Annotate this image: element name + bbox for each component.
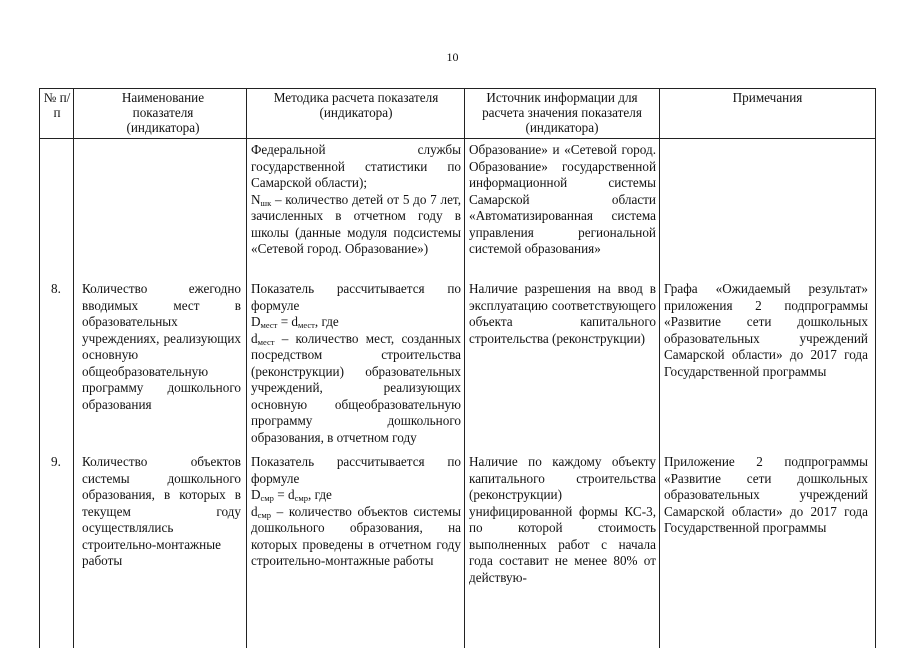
row-8-indicator-name: Количество ежегодно вводимых мест в образовательных учреждениях, реализующих основную общеобразовательную программу дошкольного образования [82, 281, 241, 412]
formula-lhs-subscript: мест [260, 320, 278, 330]
page-number: 10 [446, 50, 459, 64]
indicators-table [39, 88, 876, 648]
row-8-number: 8. [51, 281, 61, 296]
row-8-formula [251, 314, 461, 331]
header-bottom-rule [40, 138, 875, 139]
formula-equals: = d [277, 314, 299, 329]
header-source: Источник информации для расчета значения показателя (индикатора) [482, 90, 642, 135]
def-subscript: мест [257, 336, 275, 347]
def-text: – количество объектов системы дошкольного образования, на которых проведены в отчетном году строительно-монтажные работы [251, 503, 461, 568]
header-method: Методика расчета показателя (индикатора) [273, 90, 439, 120]
formula-tail: , где [314, 314, 339, 329]
n-symbol: N [251, 191, 261, 207]
header-notes: Примечания [732, 90, 803, 105]
row-9-notes: Приложение 2 подпрограммы «Развитие сети дошкольных образовательных учреждений Самарской области» до 2017 года Государственной программы [664, 454, 868, 535]
def-text: – количество мест, созданных посредством строительства (реконструкции) образовательных учреждений, реализующих основную общеобразовательную программу дошкольного образования, в отчетном году [251, 330, 461, 445]
row-9-formula [251, 487, 461, 504]
column-rule [464, 88, 465, 648]
formula-rhs-subscript: смр [294, 493, 308, 503]
row-8-method-intro: Показатель рассчитывается по формуле [251, 281, 461, 313]
def-subscript: смр [257, 509, 271, 520]
continuation-method-text: Федеральной службы государственной статистики по Самарской области); [251, 142, 461, 190]
row-8-method [251, 281, 461, 446]
n-subscript: шк [260, 197, 272, 208]
def-symbol: d [251, 330, 258, 346]
formula-rhs-subscript: мест [298, 320, 315, 330]
column-rule [73, 88, 74, 648]
row-8-definition [251, 331, 461, 447]
formula-lhs-subscript: смр [260, 493, 274, 503]
column-rule [246, 88, 247, 648]
formula-tail: , где [307, 487, 332, 502]
row-9-number: 9. [51, 454, 61, 469]
continuation-source: Образование» и «Сетевой город. Образование» государственной информационной системы Самарской области «Автоматизированная система управления региональной системой образования» [469, 142, 656, 256]
continuation-method [251, 142, 461, 258]
row-9-source: Наличие по каждому объекту капитального строительства (реконструкции) унифицированной формы КС-3, по которой стоимость выполненных работ с начала года составит не менее 80% от действую- [469, 454, 656, 585]
formula-lhs: D [251, 487, 261, 502]
row-8-notes: Графа «Ожидаемый результат» приложения 2 подпрограммы «Развитие сети дошкольных образовательных учреждений Самарской области» до 2017 года Государственной программы [664, 281, 868, 379]
header-number: № п/п [43, 90, 71, 120]
row-9-method-intro: Показатель рассчитывается по формуле [251, 454, 461, 486]
row-9-definition [251, 504, 461, 570]
row-8-source: Наличие разрешения на ввод в эксплуатацию соответствующего объекта капитального строительства (реконструкции) [469, 281, 656, 346]
continuation-n-definition [251, 192, 461, 258]
header-indicator-name: Наименование показателя (индикатора) [121, 90, 205, 135]
row-9-method [251, 454, 461, 570]
row-9-indicator-name: Количество объектов системы дошкольного образования, в которых в текущем году осуществлялись строительно-монтажные работы [82, 454, 241, 568]
formula-lhs: D [251, 314, 261, 329]
column-rule [659, 88, 660, 648]
formula-equals: = d [273, 487, 295, 502]
table-top-rule [40, 88, 875, 89]
def-symbol: d [251, 503, 258, 519]
n-definition-text: – количество детей от 5 до 7 лет, зачисленных в отчетном году в школы (данные модуля подсистемы «Сетевой город. Образование») [251, 191, 461, 256]
